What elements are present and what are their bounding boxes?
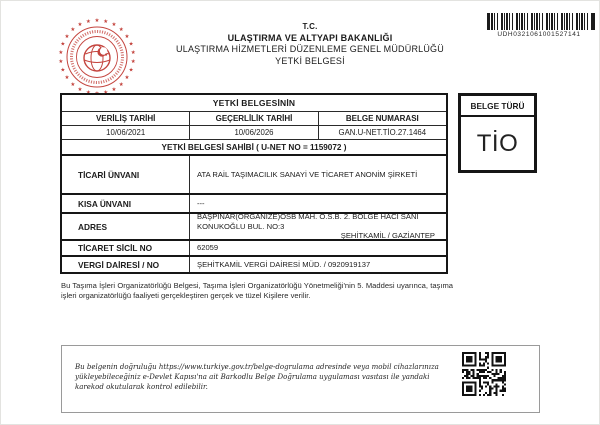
svg-text:★: ★ — [124, 33, 130, 40]
document-type-title: YETKİ BELGESİ — [275, 55, 345, 66]
svg-text:★: ★ — [70, 27, 76, 34]
ministry-title: ULAŞTIRMA VE ALTYAPI BAKANLIĞI — [227, 32, 393, 43]
svg-text:★: ★ — [58, 50, 64, 57]
barcode-number: UDH0321061001527141 — [497, 31, 581, 38]
certificate-table — [60, 93, 448, 274]
verification-box — [61, 345, 540, 413]
svg-text:★: ★ — [94, 17, 100, 24]
table-row-trade-name — [62, 154, 446, 193]
document-type-code: TİO — [476, 129, 519, 157]
directorate-title: ULAŞTIRMA HİZMETLERİ DÜZENLEME GENEL MÜDÜRLÜĞÜ — [176, 44, 444, 54]
table-row-address — [62, 212, 446, 239]
svg-text:★: ★ — [111, 22, 117, 29]
qr-code-icon — [462, 352, 506, 396]
svg-text:★: ★ — [70, 81, 76, 88]
col-valid-date: GEÇERLİLİK TARİHİ — [190, 112, 318, 125]
table-values-row — [62, 125, 446, 139]
address-city: ŞEHİTKAMİL / GAZİANTEP — [340, 231, 435, 241]
country-title: T.C. — [302, 22, 318, 31]
svg-text:★: ★ — [130, 50, 136, 57]
address-value: BAŞPINAR(ORGANİZE)OSB MAH. O.S.B. 2. BÖLGE HACI SANİ KONUKOĞLU BUL. NO:3 — [197, 212, 419, 231]
col-issue-date: VERİLİŞ TARİHİ — [62, 112, 190, 125]
svg-text:★: ★ — [124, 75, 130, 82]
svg-text:★: ★ — [60, 41, 66, 48]
svg-text:★: ★ — [128, 41, 134, 48]
col-doc-number: BELGE NUMARASI — [345, 114, 419, 123]
svg-text:★: ★ — [60, 67, 66, 74]
svg-text:★: ★ — [118, 81, 124, 88]
table-section-title: YETKİ BELGESİNİN — [212, 98, 296, 108]
document-header — [100, 21, 520, 67]
field-value: 62059 — [197, 243, 219, 253]
svg-text:★: ★ — [77, 22, 83, 29]
table-column-headers — [62, 111, 446, 125]
table-row-short-name — [62, 193, 446, 212]
field-label: VERGİ DAİRESİ / NO — [62, 257, 190, 272]
svg-text:★: ★ — [103, 19, 109, 26]
svg-text:★: ★ — [130, 58, 136, 65]
field-label: KISA ÜNVANI — [62, 195, 190, 212]
regulation-note: Bu Taşıma İşleri Organizatörlüğü Belgesi, Taşıma İşleri Organizatörlüğü Yönetmeliği'nin 5. Maddesi uyarınca, taşıma işleri organizatörlüğü faaliyeti gerçekleştiren gerçek ve tüzel Kişilere verilir. — [61, 281, 453, 300]
document-type-label: BELGE TÜRÜ — [461, 96, 534, 117]
svg-text:★: ★ — [64, 75, 70, 82]
svg-text:★: ★ — [118, 27, 124, 34]
svg-text:★: ★ — [111, 86, 117, 93]
svg-text:★: ★ — [77, 86, 83, 93]
svg-text:★: ★ — [64, 33, 70, 40]
field-label: ADRES — [62, 214, 190, 239]
svg-text:★: ★ — [85, 19, 91, 26]
field-label: TİCARET SİCİL NO — [62, 241, 190, 255]
verification-text: Bu belgenin doğruluğu https://www.turkiye.gov.tr/belge-dogrulama adresinde veya mobil cihazlarınıza yükleyebileceğiniz e-Devlet Kapısı'na ait Barkodlu Belge Doğrulama uygulaması vasıtası ile yandaki karekod okutularak kontrol edilebilir. — [75, 363, 439, 391]
barcode-icon — [487, 13, 595, 30]
document-barcode — [487, 13, 591, 38]
issue-date-value: 10/06/2021 — [62, 126, 190, 139]
owner-section-title: YETKİ BELGESİ SAHİBİ ( U-NET NO = 1159072 ) — [62, 139, 446, 154]
svg-text:★: ★ — [58, 58, 64, 65]
table-row-tax-office — [62, 255, 446, 272]
field-value: --- — [197, 198, 205, 208]
field-value: ŞEHİTKAMİL VERGİ DAİRESİ MÜD. / 0920919137 — [197, 259, 371, 269]
valid-date-value: 10/06/2026 — [190, 126, 318, 139]
document-type-box — [458, 93, 537, 173]
field-value: ATA RAİL TAŞIMACILIK SANAYİ VE TİCARET ANONİM ŞİRKETİ — [197, 169, 418, 179]
field-label: TİCARİ ÜNVANI — [62, 156, 190, 193]
doc-number-value: GAN.U-NET.TİO.27.1464 — [338, 128, 427, 137]
svg-text:★: ★ — [128, 67, 134, 74]
table-row-trade-registry — [62, 239, 446, 255]
